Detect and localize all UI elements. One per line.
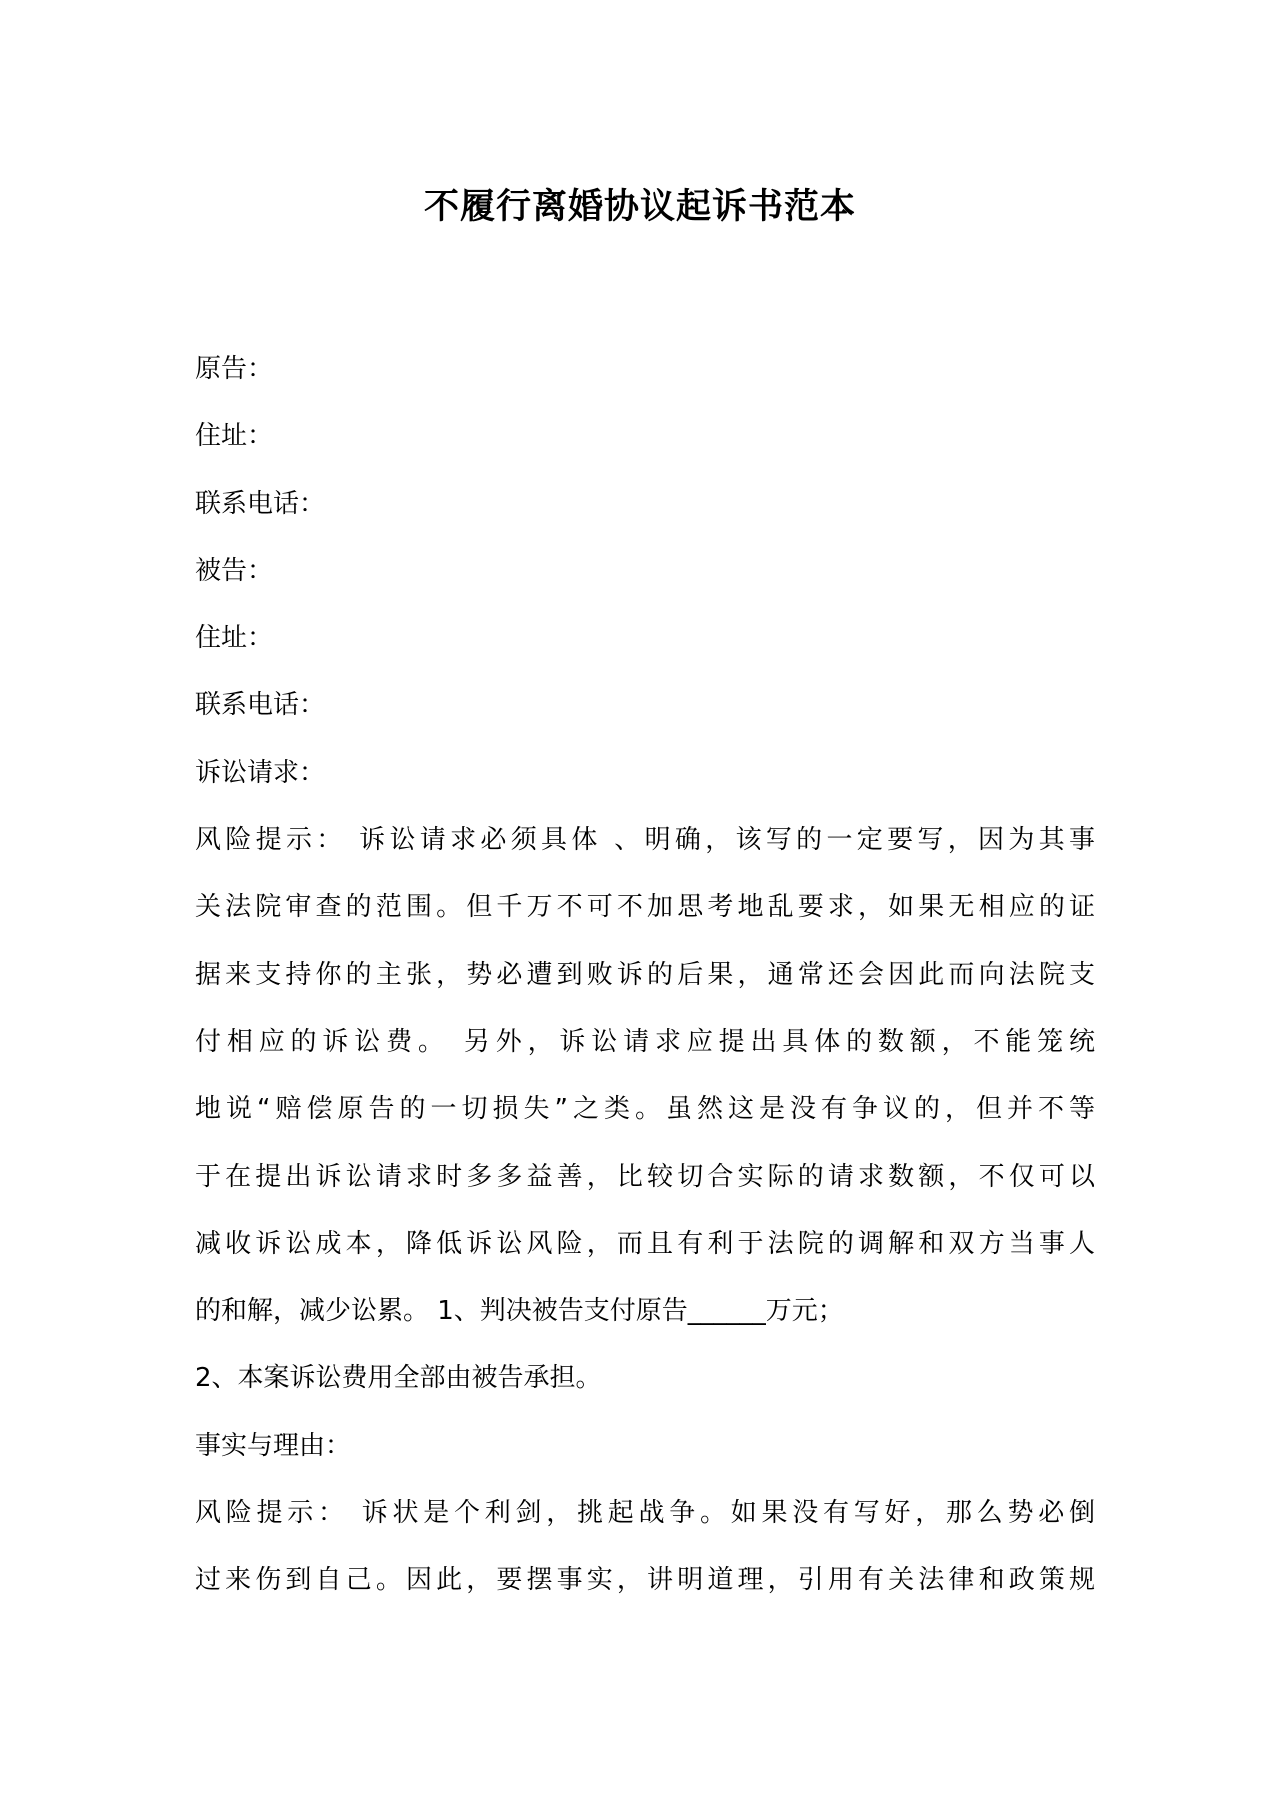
field-defendant: 被告：	[195, 555, 274, 586]
field-plaintiff-phone: 联系电话：	[195, 488, 326, 519]
claim-2: 2、本案诉讼费用全部由被告承担。	[195, 1363, 602, 1394]
risk-paragraph-1-line: 据来支持你的主张，势必遭到败诉的后果，通常还会因此而向法院支	[195, 959, 1095, 990]
document-body	[195, 336, 1095, 1615]
risk-paragraph-1-line: 付相应的诉讼费。 另外，诉讼请求应提出具体的数额，不能笼统	[195, 1026, 1095, 1057]
risk-paragraph-1-line: 关法院审查的范围。但千万不可不加思考地乱要求，如果无相应的证	[195, 892, 1095, 923]
field-plaintiff: 原告：	[195, 354, 274, 384]
field-claims: 诉讼请求：	[195, 757, 326, 788]
risk-paragraph-2-line: 过来伤到自己。因此，要摆事实，讲明道理，引用有关法律和政策规	[195, 1565, 1095, 1596]
facts-heading: 事实与理由：	[195, 1430, 352, 1461]
risk-paragraph-1-line: 于在提出诉讼请求时多多益善，比较切合实际的请求数额，不仅可以	[195, 1161, 1095, 1192]
document-title: 不履行离婚协议起诉书范本	[423, 187, 856, 227]
field-defendant-address: 住址：	[195, 623, 274, 654]
risk-paragraph-2-line: 风险提示： 诉状是个利剑，挑起战争。如果没有写好，那么势必倒	[195, 1498, 1095, 1529]
field-defendant-phone: 联系电话：	[195, 690, 326, 721]
field-plaintiff-address: 住址：	[195, 421, 274, 452]
risk-paragraph-1-line: 的和解，减少讼累。 1、判决被告支付原告______万元；	[195, 1296, 844, 1327]
risk-paragraph-1-line: 地说“赔偿原告的一切损失”之类。虽然这是没有争议的，但并不等	[195, 1094, 1095, 1125]
risk-paragraph-1-line: 减收诉讼成本，降低诉讼风险，而且有利于法院的调解和双方当事人	[195, 1228, 1095, 1259]
risk-paragraph-1-line: 风险提示： 诉讼请求必须具体 、明确，该写的一定要写，因为其事	[195, 825, 1095, 856]
